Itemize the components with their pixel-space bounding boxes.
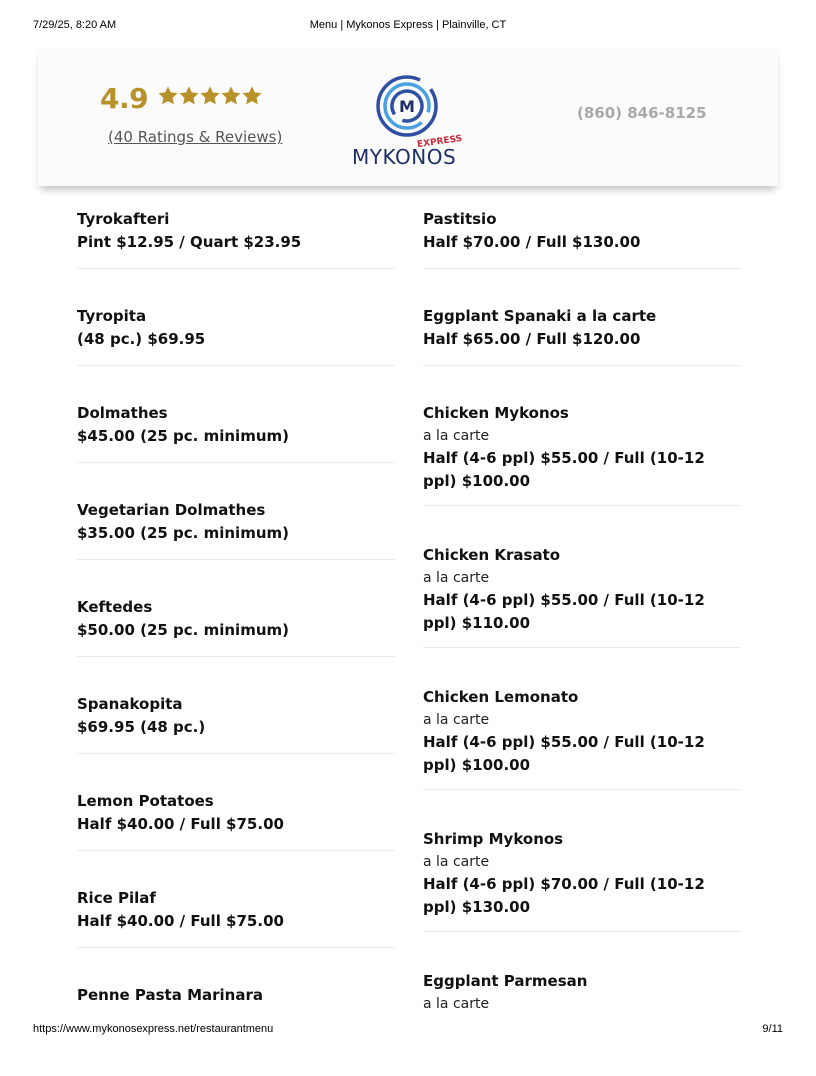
menu-item-name: Lemon Potatoes <box>77 792 214 810</box>
print-url: https://www.mykonosexpress.net/restaurantmenu <box>33 1023 274 1035</box>
menu-item <box>77 592 395 657</box>
menu-column-right <box>423 204 741 1049</box>
rating-score: 4.9 <box>100 82 149 115</box>
menu-item-price: $69.95 (48 pc.) <box>77 718 206 736</box>
menu-item <box>77 495 395 560</box>
menu-column-left <box>77 204 395 1076</box>
print-datetime: 7/29/25, 8:20 AM <box>33 19 117 31</box>
menu-item <box>423 204 741 269</box>
star-icon <box>220 85 242 107</box>
menu-item-price: Half (4-6 ppl) $55.00 / Full (10-12 ppl) $100.00 <box>423 733 705 774</box>
menu-item-name: Eggplant Parmesan <box>423 972 588 990</box>
menu-item <box>423 824 741 932</box>
menu-item <box>423 301 741 366</box>
logo-letter: M <box>399 97 415 116</box>
menu-item-price: Half $40.00 / Full $75.00 <box>77 815 284 833</box>
logo-tagline: EXPRESS <box>416 133 463 151</box>
star-icon <box>178 85 200 107</box>
menu-item-price: Pint $12.95 / Quart $23.95 <box>77 233 302 251</box>
menu-item-name: Rice Pilaf <box>77 889 156 907</box>
print-page-title: Menu | Mykonos Express | Plainville, CT <box>309 19 507 31</box>
menu-item-price: Half $70.00 / Full $130.00 <box>423 233 641 251</box>
menu-item-name: Keftedes <box>77 598 153 616</box>
menu-item-note: a la carte <box>423 854 490 870</box>
menu-item-price: $45.00 (25 pc. minimum) <box>77 427 289 445</box>
menu-item-note: a la carte <box>423 712 490 728</box>
menu-item <box>77 398 395 463</box>
menu-item-name: Chicken Lemonato <box>423 688 579 706</box>
menu-item <box>423 540 741 648</box>
menu-item-name: Spanakopita <box>77 695 183 713</box>
maze-logo-icon <box>375 74 439 138</box>
menu-item-name: Pastitsio <box>423 210 497 228</box>
menu-item-name: Shrimp Mykonos <box>423 830 564 848</box>
menu-item-name: Tyrokafteri <box>77 210 170 228</box>
menu-item <box>423 398 741 506</box>
menu-item-name: Chicken Mykonos <box>423 404 569 422</box>
star-rating <box>157 85 262 112</box>
star-icon <box>157 85 179 107</box>
menu-item <box>77 883 395 948</box>
menu-item-name: Penne Pasta Marinara <box>77 986 263 1004</box>
menu-item <box>77 689 395 754</box>
menu-item-note: a la carte <box>423 996 490 1012</box>
menu-item-price: $35.00 (25 pc. minimum) <box>77 524 289 542</box>
star-icon <box>199 85 221 107</box>
menu-item-note: a la carte <box>423 570 490 586</box>
rating-summary <box>100 82 262 115</box>
reviews-link[interactable]: (40 Ratings & Reviews) <box>108 128 283 146</box>
menu-item-name: Dolmathes <box>77 404 168 422</box>
menu-item-price: Half (4-6 ppl) $55.00 / Full (10-12 ppl) $110.00 <box>423 591 705 632</box>
menu-item <box>423 966 741 1015</box>
site-header <box>38 48 778 186</box>
menu-item-price: Half $65.00 / Full $120.00 <box>423 330 641 348</box>
menu-item <box>77 786 395 851</box>
menu-item-name: Eggplant Spanaki a la carte <box>423 307 657 325</box>
menu-item <box>77 204 395 269</box>
menu-item-price: $50.00 (25 pc. minimum) <box>77 621 289 639</box>
menu-item-name: Chicken Krasato <box>423 546 561 564</box>
menu-item-price: Half $40.00 / Full $75.00 <box>77 912 284 930</box>
menu-item-price: Half (4-6 ppl) $70.00 / Full (10-12 ppl) $130.00 <box>423 875 705 916</box>
logo-name: MYKONOS <box>352 145 457 169</box>
menu-item-name: Tyropita <box>77 307 147 325</box>
star-icon <box>241 85 263 107</box>
menu-item-note: a la carte <box>423 428 490 444</box>
menu-item <box>77 301 395 366</box>
phone-number-link[interactable]: (860) 846-8125 <box>577 104 707 122</box>
menu-item-price: Half (4-6 ppl) $55.00 / Full (10-12 ppl) $100.00 <box>423 449 705 490</box>
menu-item <box>423 682 741 790</box>
mykonos-logo[interactable] <box>349 74 469 174</box>
print-page-number: 9/11 <box>762 1023 783 1035</box>
menu-item-name: Vegetarian Dolmathes <box>77 501 266 519</box>
menu-item-price: (48 pc.) $69.95 <box>77 330 206 348</box>
